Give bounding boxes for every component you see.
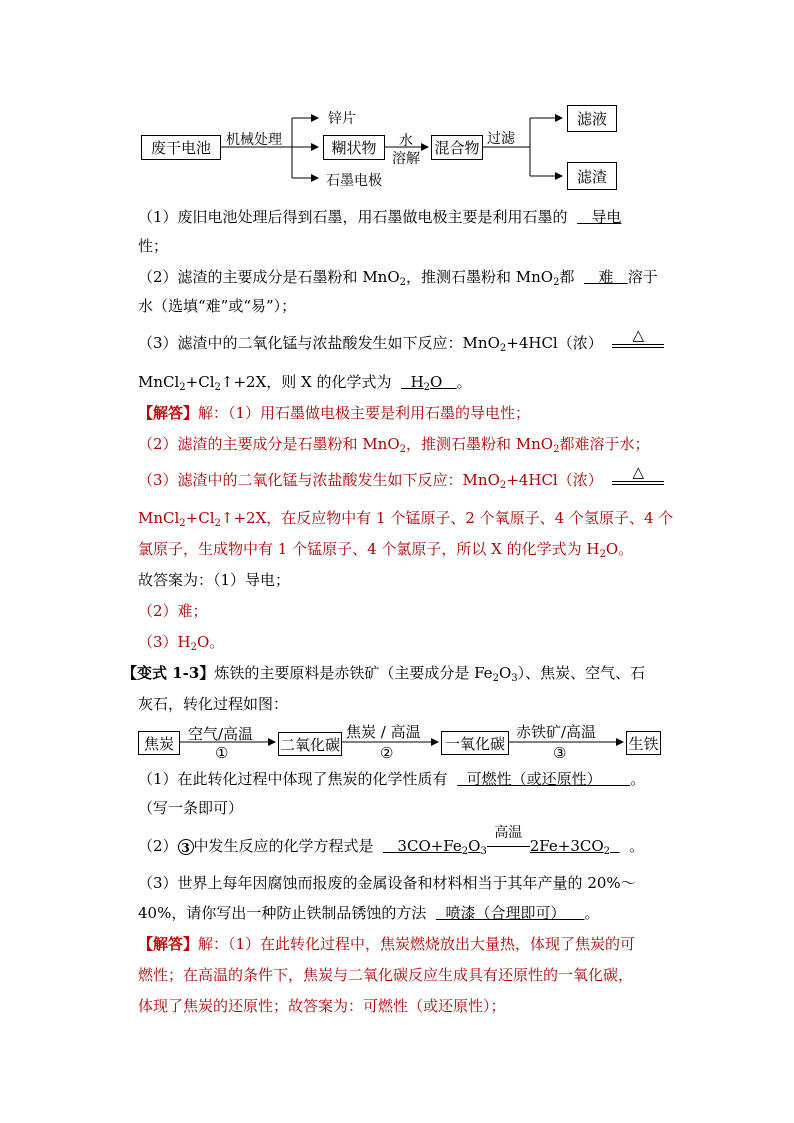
a1-line6: 故答案为：（1）导电； xyxy=(138,571,291,589)
label-water: 水 xyxy=(399,133,413,149)
a1-line2: （2）滤渣的主要成分是石墨粉和 MnO$_2$，推测石墨粉和 MnO$_2$都难溶于水； xyxy=(138,435,650,455)
v13-line1: 【变式 1-3】炼铁的主要原料是赤铁矿（主要成分是 $Fe_2O_3$）、焦炭、空气、石 xyxy=(122,664,646,684)
q1-line3: （2）滤渣的主要成分是石墨粉和 MnO$_2$，推测石墨粉和 MnO$_2$都 难 溶于 xyxy=(138,268,658,288)
box-mixture: 混合物 xyxy=(431,135,483,160)
q1-line1: （1）废旧电池处理后得到石墨，用石墨做电极主要是利用石墨的 导电 xyxy=(138,208,622,226)
v13-q3-line1: （3）世界上每年因腐蚀而报废的金属设备和材料相当于其年产量的 20%～ xyxy=(138,874,636,892)
box-co2: 二氧化碳 xyxy=(278,732,342,756)
box-filtrate: 滤液 xyxy=(567,105,617,132)
box-coke: 焦炭 xyxy=(138,731,180,755)
box-co: 一氧化碳 xyxy=(441,731,509,755)
a1-line4: $MnCl_2+Cl_2↑+2X$，在反应物中有 1 个锰原子、2 个氧原子、4 个氢原子、4 个 xyxy=(138,509,674,529)
q1-line5: （3）滤渣中的二氧化锰与浓盐酸发生如下反应：MnO$_2$+4HCl（浓） △ xyxy=(138,333,664,353)
box-residue: 滤渣 xyxy=(567,162,617,190)
cond-2: 焦炭 / 高温 xyxy=(346,723,421,741)
q1-line4: 水（选填“难”或“易”）； xyxy=(138,297,297,315)
step-1: ① xyxy=(215,744,229,762)
label-mechanical: 机械处理 xyxy=(226,132,282,148)
label-filter: 过滤 xyxy=(487,131,515,147)
v13-a-line1: 【解答】解：（1）在此转化过程中，焦炭燃烧放出大量热，体现了焦炭的可 xyxy=(138,935,636,953)
q1-line2: 性； xyxy=(138,237,169,255)
box-paste: 糊状物 xyxy=(323,135,385,160)
v13-q3-line2: 40%，请你写出一种防止铁制品锈蚀的方法 喷漆（合理即可） 。 xyxy=(138,904,600,922)
label-graphite: 石墨电极 xyxy=(326,173,382,189)
v13-a-line2: 燃性；在高温的条件下，焦炭与二氧化碳反应生成具有还原性的一氧化碳， xyxy=(138,966,634,984)
label-dissolve: 溶解 xyxy=(392,151,420,167)
heat-equal-sign: △ xyxy=(612,470,664,490)
v13-a-line3: 体现了焦炭的还原性；故答案为：可燃性（或还原性）； xyxy=(138,997,506,1015)
q1-line6: $MnCl_2+Cl_2↑+2X$，则 X 的化学式为 $H_2O$ 。 xyxy=(138,373,472,393)
a1-line3: （3）滤渣中的二氧化锰与浓盐酸发生如下反应：MnO$_2$+4HCl（浓） △ xyxy=(138,470,664,490)
heat-equal-sign: △ xyxy=(612,333,664,353)
box-pig-iron: 生铁 xyxy=(626,731,661,755)
circled-3: 3 xyxy=(178,839,194,855)
cond-1: 空气/高温 xyxy=(188,725,254,743)
a1-line1: 【解答】解：（1）用石墨做电极主要是利用石墨的导电性； xyxy=(138,404,531,422)
v13-q1-line2: （写一条即可） xyxy=(138,799,244,817)
step-2: ② xyxy=(380,744,394,762)
v13-q1: （1）在此转化过程中体现了焦炭的化学性质有 可燃性（或还原性） 。 xyxy=(138,770,646,788)
high-temp-sign: 高温 xyxy=(487,836,530,856)
v13-q2: （2） 3 中发生反应的化学方程式是 $3CO+Fe_2O_3$ 高温 $2Fe+3CO_2$ 。 xyxy=(138,825,645,857)
v13-line2: 灰石，转化过程如图： xyxy=(138,695,289,713)
cond-3: 赤铁矿/高温 xyxy=(516,723,597,741)
label-zinc: 锌片 xyxy=(328,111,356,127)
box-waste-battery: 废干电池 xyxy=(141,135,221,160)
a1-line5: 氯原子，生成物中有 1 个锰原子、4 个氯原子，所以 X 的化学式为 $H_2O$。 xyxy=(138,540,634,560)
a1-line7: （2）难； xyxy=(138,602,208,620)
a1-line8: $(3)H_2O$。 xyxy=(138,633,225,653)
step-3: ③ xyxy=(553,744,567,762)
